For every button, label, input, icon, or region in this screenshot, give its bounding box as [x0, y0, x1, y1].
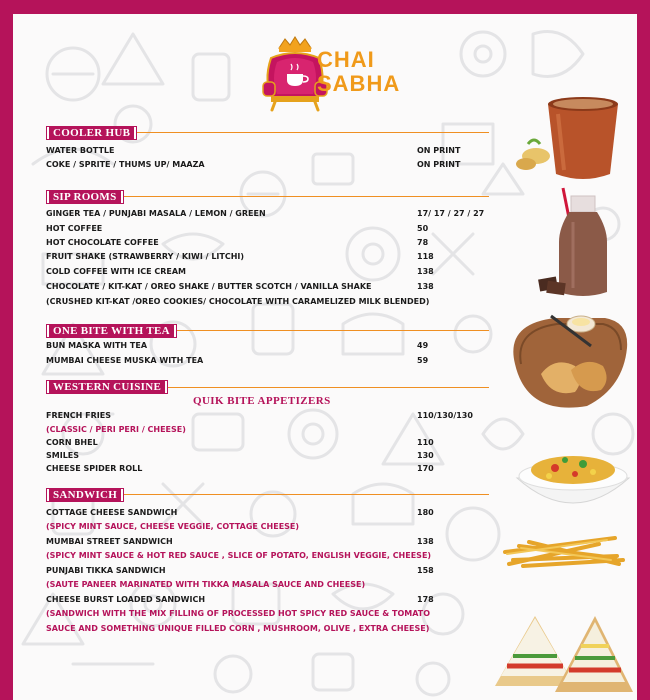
item-name: FRUIT SHAKE (STRAWBERRY / KIWI / LITCHI): [46, 252, 245, 261]
section-title-sip-rooms: SIP ROOMS: [46, 190, 124, 204]
item-price: 130: [417, 451, 434, 460]
item-description: (SPICY MINT SAUCE & HOT RED SAUCE , SLICE OF POTATO, ENGLISH VEGGIE, CHEESE): [46, 551, 432, 560]
item-price: 110/130/130: [417, 411, 473, 420]
item-price: 158: [417, 566, 434, 575]
item-name: WATER BOTTLE: [46, 146, 115, 155]
item-price: 17/ 17 / 27 / 27: [417, 209, 485, 218]
item-price: 138: [417, 537, 434, 546]
item-price: 180: [417, 508, 434, 517]
section-title-cooler-hub: COOLER HUB: [46, 126, 137, 140]
item-name: CHOCOLATE / KIT-KAT / OREO SHAKE / BUTTER SCOTCH / VANILLA SHAKE: [46, 282, 372, 291]
section-title-one-bite-with-tea: ONE BITE WITH TEA: [46, 324, 177, 338]
item-name: GINGER TEA / PUNJABI MASALA / LEMON / GREEN: [46, 209, 266, 218]
item-price: 138: [417, 267, 434, 276]
item-name: MUMBAI CHEESE MUSKA WITH TEA: [46, 356, 204, 365]
section-title-western-cuisine: WESTERN CUISINE: [46, 380, 168, 394]
item-description: (SAUTE PANEER MARINATED WITH TIKKA MASALA SAUCE AND CHEESE): [46, 580, 366, 589]
item-price: 170: [417, 464, 434, 473]
bun-maska-board-icon: [501, 304, 631, 414]
item-name: CHEESE SPIDER ROLL: [46, 464, 143, 473]
brand-name-line1: CHAI: [317, 47, 375, 72]
item-name: SMILES: [46, 451, 80, 460]
item-price: 138: [417, 282, 434, 291]
item-name: FRENCH FRIES: [46, 411, 111, 420]
item-description: (SANDWICH WITH THE MIX FILLING OF PROCESSED HOT SPICY RED SAUCE & TOMATO: [46, 609, 431, 618]
french-fries-icon: [499, 522, 629, 572]
item-name: PUNJABI TIKKA SANDWICH: [46, 566, 166, 575]
item-name: CHEESE BURST LOADED SANDWICH: [46, 595, 206, 604]
item-name: HOT COFFEE: [46, 224, 103, 233]
milkshake-bottle-icon: [533, 182, 623, 302]
item-description: (CRUSHED KIT-KAT /OREO COOKIES/ CHOCOLATE WITH CARAMELIZED MILK BLENDED): [46, 297, 430, 306]
item-name: BUN MASKA WITH TEA: [46, 341, 148, 350]
item-price: ON PRINT: [417, 146, 461, 155]
kulhad-tea-icon: [508, 94, 628, 189]
item-name: CORN BHEL: [46, 438, 98, 447]
menu-paper: [13, 14, 637, 700]
item-price: 118: [417, 252, 434, 261]
corn-bhel-bowl-icon: [513, 438, 633, 518]
item-name: COLD COFFEE WITH ICE CREAM: [46, 267, 186, 276]
brand-name-line2: SABHA: [317, 71, 401, 96]
sandwich-icon: [485, 596, 635, 700]
item-price: 178: [417, 595, 434, 604]
item-name: HOT CHOCOLATE COFFEE: [46, 238, 159, 247]
item-price: 78: [417, 238, 429, 247]
item-price: 59: [417, 356, 429, 365]
item-description: (CLASSIC / PERI PERI / CHEESE): [46, 425, 186, 434]
item-price: 110: [417, 438, 434, 447]
item-price: 49: [417, 341, 429, 350]
item-price: 50: [417, 224, 429, 233]
item-name: MUMBAI STREET SANDWICH: [46, 537, 173, 546]
item-name: COKE / SPRITE / THUMS UP/ MAAZA: [46, 160, 205, 169]
item-name: COTTAGE CHEESE SANDWICH: [46, 508, 178, 517]
item-description: SAUCE AND SOMETHING UNIQUE FILLED CORN , MUSHROOM, OLIVE , EXTRA CHEESE): [46, 624, 430, 633]
subsection-title: QUIK BITE APPETIZERS: [193, 395, 331, 407]
item-description: (SPICY MINT SAUCE, CHEESE VEGGIE, COTTAGE CHEESE): [46, 522, 300, 531]
item-price: ON PRINT: [417, 160, 461, 169]
section-title-sandwich: SANDWICH: [46, 488, 124, 502]
